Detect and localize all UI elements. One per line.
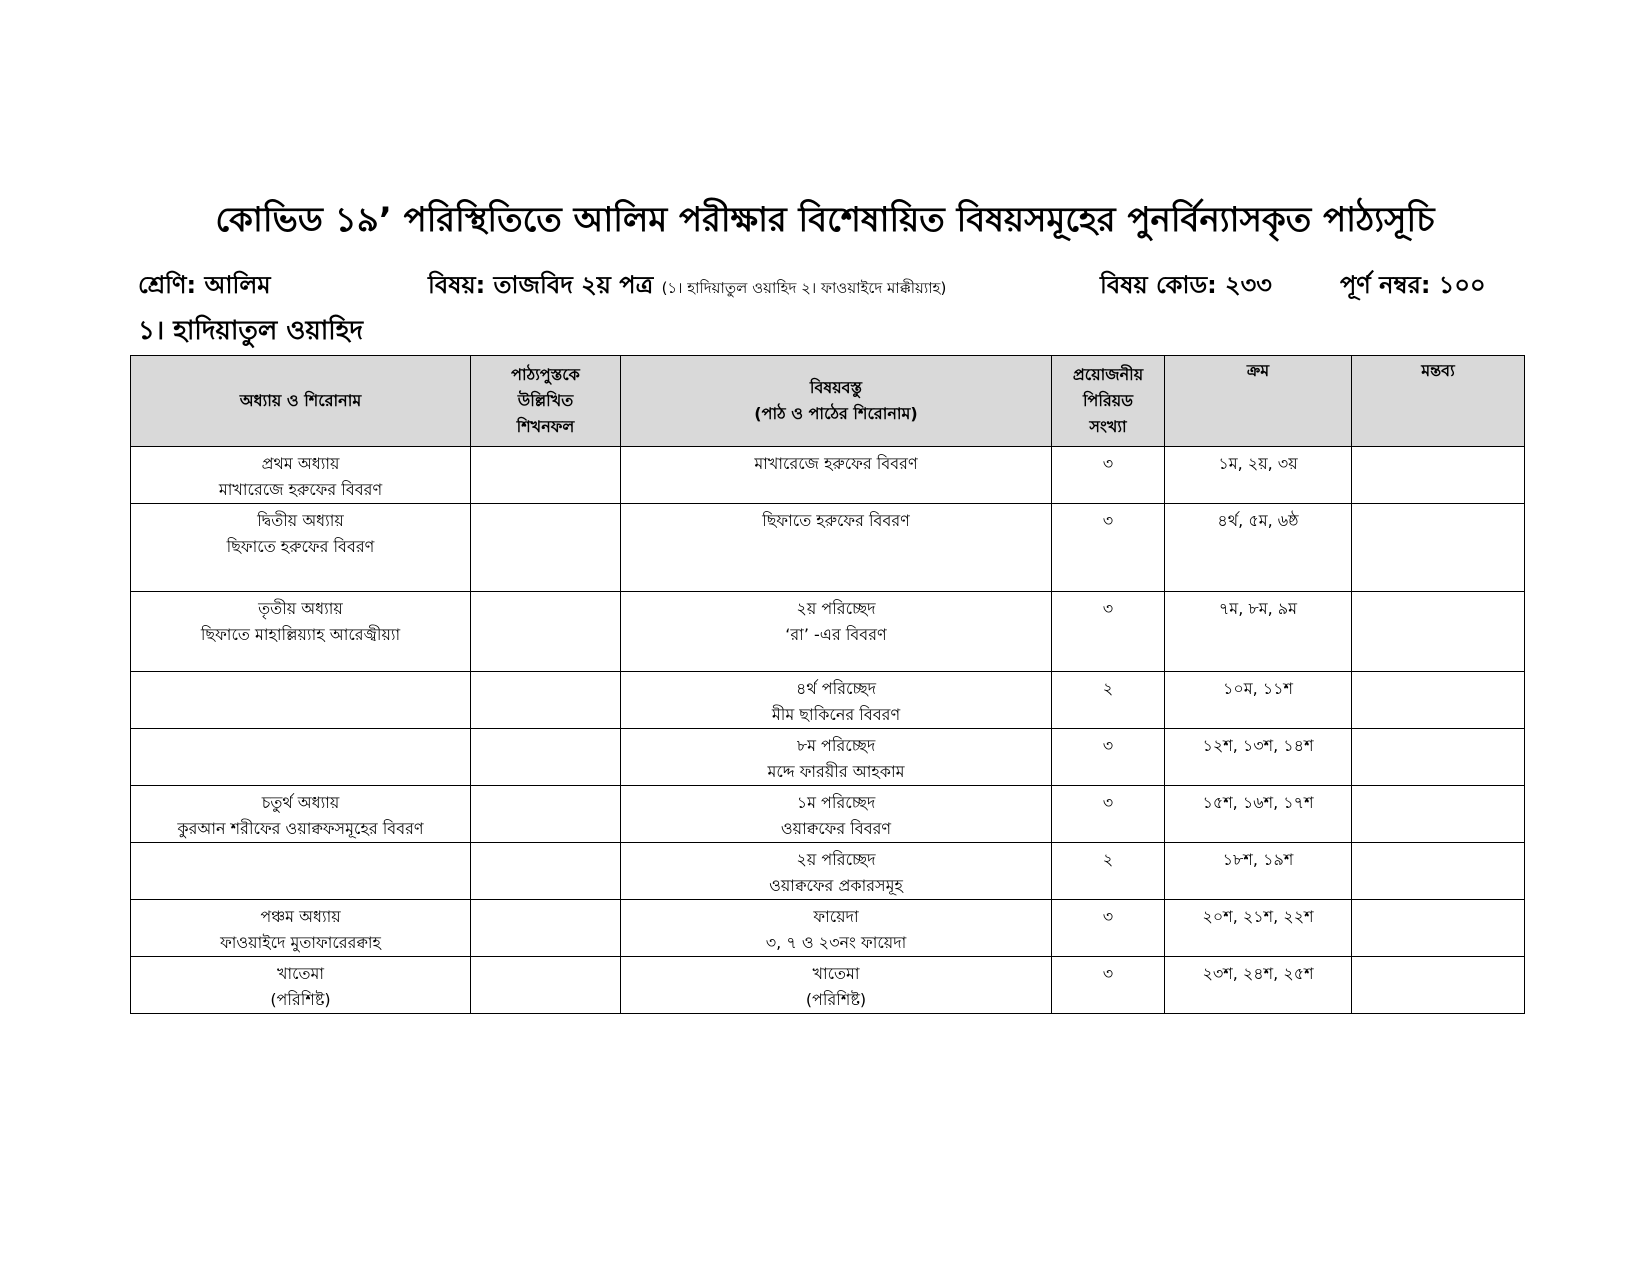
remarks-cell [1352,729,1525,786]
content-cell [621,786,1052,843]
chapter-number: দ্বিতীয় অধ্যায় [257,511,344,530]
periods-cell: ৩ [1052,900,1165,957]
table-row [131,729,1525,786]
table-row [131,843,1525,900]
header-text: পাঠ্যপুস্তকে [511,365,580,384]
header-text: অধ্যায় ও শিরোনাম [239,391,362,410]
content-line: ওয়াক্বফের প্রকারসমূহ [769,876,903,895]
content-cell [621,592,1052,672]
order-cell: ৭ম, ৮ম, ৯ম [1165,592,1352,672]
content-line: ৪র্থ পরিচ্ছেদ [795,679,877,698]
header-text: শিখনফল [516,417,575,436]
subject-code: বিষয় কোড: ২৩৩ [1100,271,1272,299]
content-line: মদ্দে ফারয়ীর আহকাম [767,762,905,781]
chapter-title: মাখারেজে হরুফের বিবরণ [218,480,383,499]
order-cell: ২০শ, ২১শ, ২২শ [1165,900,1352,957]
content-line: মাখারেজে হরুফের বিবরণ [754,454,918,473]
table-row [131,592,1525,672]
order-cell: ১০ম, ১১শ [1165,672,1352,729]
header-text: সংখ্যা [1089,417,1127,436]
order-cell: ২৩শ, ২৪শ, ২৫শ [1165,957,1352,1014]
chapter-cell [131,504,471,592]
outcome-cell [471,447,621,504]
header-content [621,356,1052,447]
content-line: ফায়েদা [813,907,859,926]
content-cell [621,957,1052,1014]
chapter-cell [131,843,471,900]
outcome-cell [471,592,621,672]
remarks-cell [1352,786,1525,843]
periods-cell: ৩ [1052,729,1165,786]
full-marks: পূর্ণ নম্বর: ১০০ [1340,271,1486,299]
outcome-cell [471,729,621,786]
outcome-cell [471,900,621,957]
header-remarks [1352,356,1525,447]
table-row [131,504,1525,592]
periods-cell: ৩ [1052,447,1165,504]
remarks-cell [1352,447,1525,504]
header-text: পিরিয়ড [1082,391,1134,410]
class-label: শ্রেণি: আলিম [138,271,271,299]
chapter-number: তৃতীয় অধ্যায় [258,599,343,618]
table-header-row [131,356,1525,447]
chapter-title: ছিফাতে হরুফের বিবরণ [226,537,375,556]
header-outcome [471,356,621,447]
content-cell [621,504,1052,592]
chapter-number: খাতেমা [276,964,325,983]
chapter-number: প্রথম অধ্যায় [261,454,340,473]
periods-cell: ৩ [1052,504,1165,592]
content-line: ১ম পরিচ্ছেদ [796,793,876,812]
table-row [131,672,1525,729]
chapter-number: চতুর্থ অধ্যায় [261,793,340,812]
content-line: (পরিশিষ্ট) [805,990,867,1009]
content-cell [621,672,1052,729]
header-text: মন্তব্য [1421,361,1455,380]
content-cell [621,900,1052,957]
order-cell: ১৮শ, ১৯শ [1165,843,1352,900]
chapter-title: ছিফাতে মাহাল্লিয়্যাহ আরেজ্বীয়্যা [200,625,401,644]
order-cell: ১২শ, ১৩শ, ১৪শ [1165,729,1352,786]
content-line: খাতেমা [812,964,860,983]
periods-cell: ২ [1052,672,1165,729]
syllabus-table [130,355,1525,1014]
header-periods [1052,356,1165,447]
header-text: উল্লিখিত [517,391,574,410]
content-line: ওয়াক্বফের বিবরণ [780,819,892,838]
order-cell: ৪র্থ, ৫ম, ৬ষ্ঠ [1165,504,1352,592]
order-cell: ১ম, ২য়, ৩য় [1165,447,1352,504]
content-line: ছিফাতে হরুফের বিবরণ [762,511,910,530]
periods-cell: ৩ [1052,957,1165,1014]
subject-info [428,268,946,305]
content-cell [621,843,1052,900]
periods-cell: ৩ [1052,786,1165,843]
chapter-cell [131,729,471,786]
remarks-cell [1352,672,1525,729]
remarks-cell [1352,592,1525,672]
table-row [131,786,1525,843]
chapter-number: পঞ্চম অধ্যায় [260,907,341,926]
section-title: ১। হাদিয়াতুল ওয়াহিদ [138,316,364,346]
content-line: ৮ম পরিচ্ছেদ [796,736,876,755]
table-row [131,900,1525,957]
subject-label: বিষয়: তাজবিদ ২য় পত্র [428,271,654,299]
chapter-cell [131,900,471,957]
chapter-cell [131,672,471,729]
header-text: প্রয়োজনীয় [1072,365,1144,384]
outcome-cell [471,504,621,592]
header-order [1165,356,1352,447]
order-cell: ১৫শ, ১৬শ, ১৭শ [1165,786,1352,843]
table-row [131,957,1525,1014]
content-line: ৩, ৭ ও ২৩নং ফায়েদা [765,933,907,952]
page-title: কোভিড ১৯’ পরিস্থিতিতে আলিম পরীক্ষার বিশেষায়িত বিষয়সমূহের পুনর্বিন্যাসকৃত পাঠ্যসূচি [215,200,1435,240]
remarks-cell [1352,843,1525,900]
outcome-cell [471,672,621,729]
chapter-cell [131,592,471,672]
chapter-title: ফাওয়াইদে মুতাফারেরক্বাহ [220,933,381,952]
content-cell [621,447,1052,504]
content-line: ২য় পরিচ্ছেদ [796,850,876,869]
header-text: ক্রম [1246,361,1270,380]
content-line: ‘রা’ -এর বিবরণ [785,625,887,644]
outcome-cell [471,843,621,900]
subject-note: (১। হাদিয়াতুল ওয়াহিদ ২। ফাওয়াইদে মাক্কীয়্যাহ) [661,279,947,297]
chapter-title: (পরিশিষ্ট) [270,990,331,1009]
content-line: মীম ছাকিনের বিবরণ [771,705,901,724]
header-text: (পাঠ ও পাঠের শিরোনাম) [754,404,918,423]
header-chapter [131,356,471,447]
remarks-cell [1352,900,1525,957]
table-row [131,447,1525,504]
content-line: ২য় পরিচ্ছেদ [796,599,876,618]
periods-cell: ২ [1052,843,1165,900]
chapter-title: কুরআন শরীফের ওয়াক্বফসমূহের বিবরণ [177,819,424,838]
content-cell [621,729,1052,786]
outcome-cell [471,786,621,843]
chapter-cell [131,447,471,504]
chapter-cell [131,957,471,1014]
remarks-cell [1352,504,1525,592]
remarks-cell [1352,957,1525,1014]
header-text: বিষয়বস্তু [809,378,863,397]
chapter-cell [131,786,471,843]
outcome-cell [471,957,621,1014]
periods-cell: ৩ [1052,592,1165,672]
